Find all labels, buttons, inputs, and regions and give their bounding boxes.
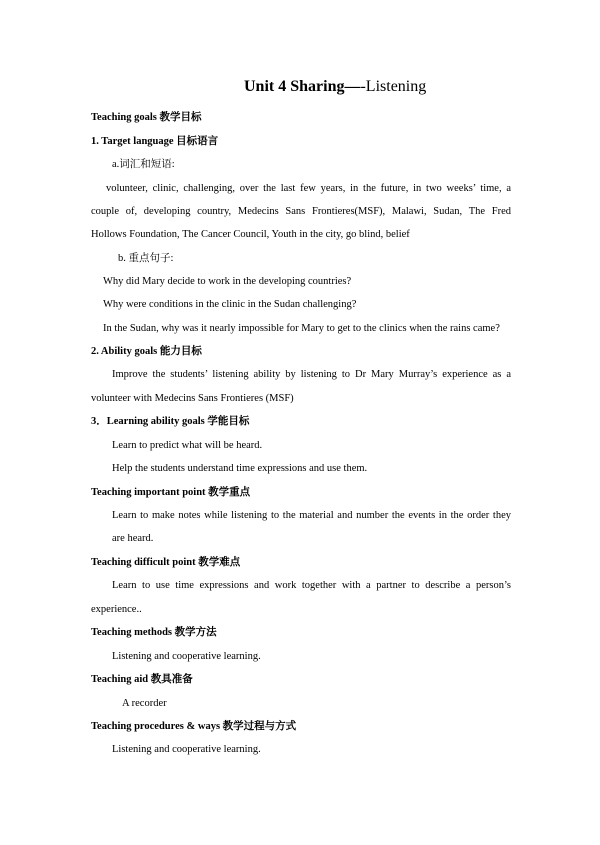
target-language-heading: 1. Target language 目标语言 bbox=[91, 136, 219, 147]
title-bold: Unit 4 Sharing— bbox=[244, 78, 361, 95]
methods-heading: Teaching methods 教学方法 bbox=[91, 627, 217, 638]
learning-item-2: Help the students understand time expressions and use them. bbox=[112, 463, 368, 474]
title-normal: -Listening bbox=[360, 78, 427, 95]
aid-text: A recorder bbox=[122, 698, 167, 709]
sentence-label: b. 重点句子: bbox=[118, 253, 174, 264]
sentence-2: Why were conditions in the clinic in the Sudan challenging? bbox=[103, 299, 357, 310]
ability-line-1: Improve the students’ listening ability by listening to Dr Mary Murray’s experience as a bbox=[112, 369, 511, 380]
difficult-line-1: Learn to use time expressions and work together with a partner to describe a person’s bbox=[112, 580, 511, 591]
difficult-heading: Teaching difficult point 教学难点 bbox=[91, 557, 241, 568]
vocab-line-3: Hollows Foundation, The Cancer Council, Youth in the city, go blind, belief bbox=[91, 229, 410, 240]
ability-line-2: volunteer with Medecins Sans Frontieres (MSF) bbox=[91, 393, 294, 404]
difficult-line-2: experience.. bbox=[91, 604, 142, 615]
important-line-2: are heard. bbox=[112, 533, 154, 544]
procedures-heading: Teaching procedures & ways 教学过程与方式 bbox=[91, 721, 297, 732]
sentence-3: In the Sudan, why was it nearly impossible for Mary to get to the clinics when the rains came? bbox=[103, 323, 500, 334]
learning-heading: 3．Learning ability goals 学能目标 bbox=[91, 416, 250, 427]
methods-text: Listening and cooperative learning. bbox=[112, 651, 261, 662]
learning-item-1: Learn to predict what will be heard. bbox=[112, 440, 263, 451]
sentence-1: Why did Mary decide to work in the developing countries? bbox=[103, 276, 352, 287]
vocab-line-1: volunteer, clinic, challenging, over the last few years, in the future, in two weeks’ time, a bbox=[106, 183, 511, 194]
ability-heading: 2. Ability goals 能力目标 bbox=[91, 346, 202, 357]
page-title bbox=[0, 78, 600, 96]
vocab-label: a.词汇和短语: bbox=[112, 159, 175, 170]
goals-heading: Teaching goals 教学目标 bbox=[91, 112, 202, 123]
aid-heading: Teaching aid 教具准备 bbox=[91, 674, 193, 685]
important-line-1: Learn to make notes while listening to the material and number the events in the order they bbox=[112, 510, 511, 521]
vocab-line-2: couple of, developing country, Medecins Sans Frontieres(MSF), Malawi, Sudan, The Fred bbox=[91, 206, 511, 217]
procedures-text: Listening and cooperative learning. bbox=[112, 744, 261, 755]
important-heading: Teaching important point 教学重点 bbox=[91, 487, 251, 498]
